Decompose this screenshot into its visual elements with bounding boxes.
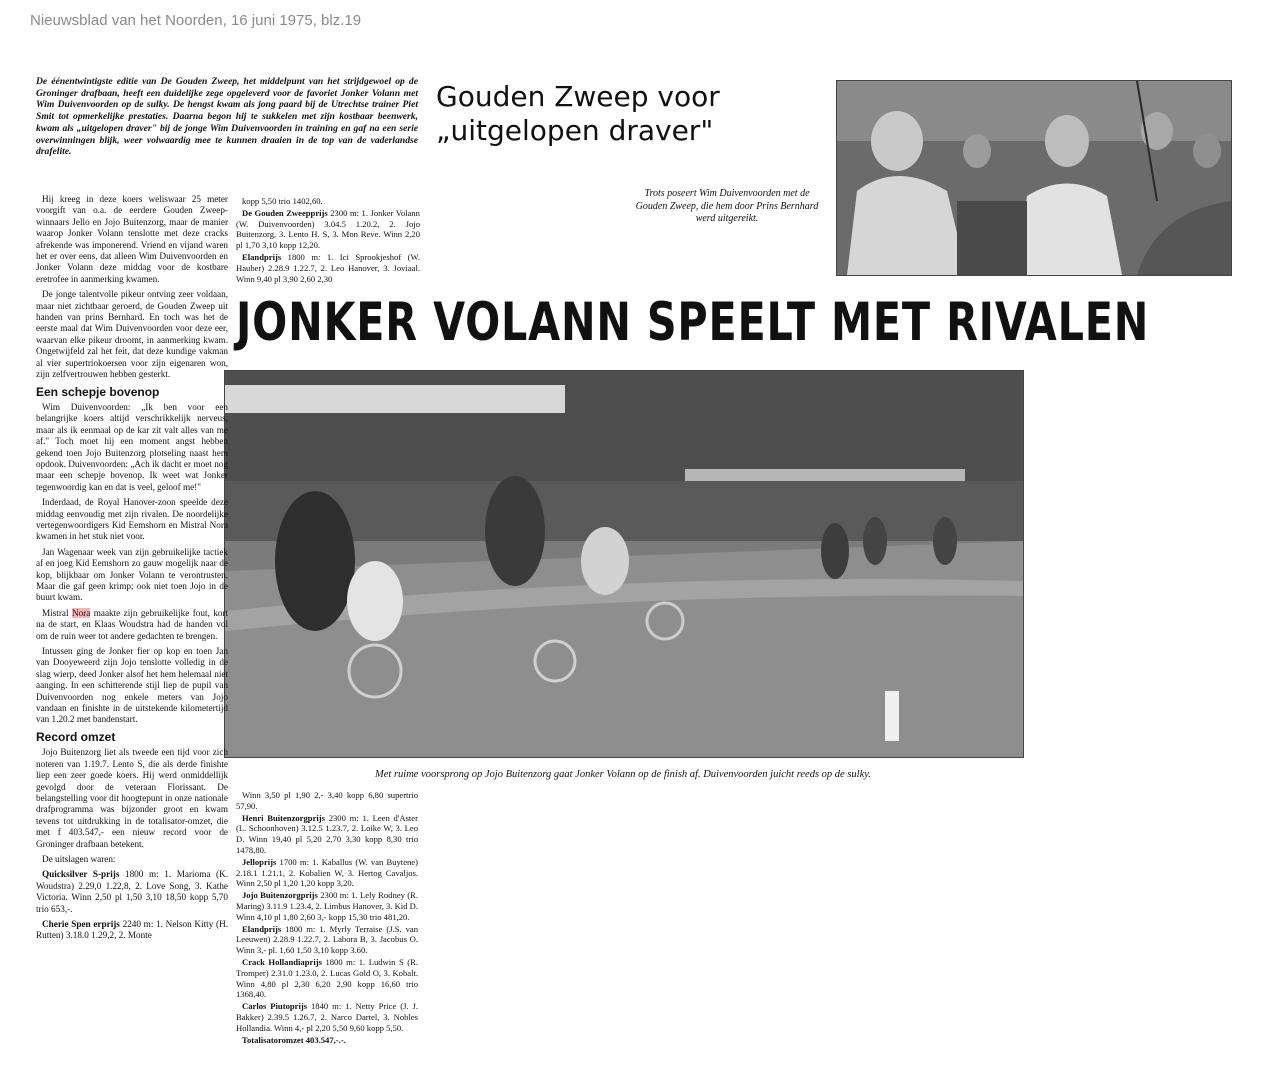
subtitle-line-2: „uitgelopen draver" — [436, 114, 714, 147]
result-entry — [36, 919, 228, 942]
result-entry — [236, 890, 418, 922]
result-entry — [236, 1001, 418, 1033]
intro-paragraph: De éénentwintigste editie van De Gouden Zweep, het middelpunt van het strijdgewoel op de Groninger drafbaan, heeft een duidelijke zege opgeleverd voor de favoriet Jonker Volann met Wim Duivenvoorden op de sulky. De hengst kwam als jong paard bij de Utrechtse trainer Piet Smit tot opmerkelijke prestaties. Daarna begon hij te sukkelen met zijn kostbaar beenwerk, kwam als „uitgelopen draver" bij de jonge Wim Duivenvoorden in training en gaf na een serie overwinningen blijk, weer volwaardig mee te kunnen draaien in de top van de vaderlandse drafelite. — [36, 76, 418, 158]
results-column-2 — [236, 790, 418, 1046]
result-entry — [236, 208, 420, 251]
photo1-caption: Trots poseert Wim Duivenvoorden met de Gouden Zweep, die hem door Prins Bernhard werd uitgereikt. — [635, 188, 819, 224]
results-column-1 — [236, 196, 420, 285]
race-name: Carlos Piutoprijs — [242, 1001, 308, 1012]
highlighted-word: Nora — [71, 607, 91, 618]
body-paragraph: Intussen ging de Jonker fier op kop en toen Jan van Dooyeweerd zijn Jojo tenslotte volledig in de slag wierp, deed Jonker alsof het hem helemaal niet aanging. In een schitterende stijl liep de pupil van Duivenvoorden nog enkele meters van Jojo vandaan en finishte in de uitstekende kilometertijd van 1.20.2 met bandenstart. — [36, 646, 228, 725]
result-entry — [236, 252, 420, 284]
race-result: 1840 m: 1. Netty Price (J. J. Bakker) 2.39.5 1.26.7, 2. Narco Dartel, 3. Nobles Hollandia. Winn 4,- pl 2,20 5,50 9,60 kopp 5,50. — [236, 1001, 418, 1033]
body-paragraph: Jan Wagenaar week van zijn gebruikelijke tactiek af en joeg Kid Eemshorn zo gauw mogelijk naar de kop, blijkbaar om Jonker Volann te verontrusten. Maar die gaf geen krimp; ook niet toen Jojo in de buurt kwam. — [36, 546, 228, 603]
race-name: Henri Buitenzorgprijs — [242, 812, 325, 823]
result-entry — [36, 869, 228, 915]
race-result: 1800 m: 1. Ici Sprookjeshof (W. Hauber) 2.28.9 1.22.7, 2. Leo Hanover, 3. Joviaal. Winn 9,40 pl 3,90 2,60 2,30 — [236, 251, 420, 284]
photo-trophy-ceremony — [836, 80, 1232, 276]
source-line: Nieuwsblad van het Noorden, 16 juni 1975, blz.19 — [30, 12, 362, 29]
body-paragraph — [36, 608, 228, 642]
race-name: De Gouden Zweepprijs — [242, 207, 328, 218]
race-result: 1800 m: 1. Marioma (K. Woudstra) 2.29,0 1.22,8, 2. Love Song, 3. Kathe Victoria. Winn 2,50 pl 1,50 3,10 18,50 kopp 5,70 trio 653,-. — [36, 869, 228, 914]
race-result: 2300 m: 1. Jonker Volann (W. Duivenvoorden) 3.04.5 1.20.2, 2. Jojo Buitenzorg, 3. Lento H. S, 3. Mon Reve. Winn 2,20 pl 1,70 3,10 kopp 12,20. — [236, 207, 420, 251]
headline: JONKER VOLANN SPEELT MET RIVALEN — [236, 292, 1150, 353]
race-name: Elandprijs — [242, 923, 282, 934]
body-paragraph: Inderdaad, de Royal Hanover-zoon speelde deze middag eenvoudig met zijn rivalen. De noordelijke vertegenwoordigers Kid Eemshorn en Mistral Nora kwamen in het stuk niet voor. — [36, 497, 228, 542]
result-entry — [236, 857, 418, 889]
race-result: 2300 m: 1. Lely Rodney (R. Maring) 3.11.9 1.23.4, 2. Limbus Hanover, 3. Kid D. Winn 4,10 pl 1,80 2,60 3,- kopp 15,30 trio 481,20. — [236, 890, 418, 922]
body-paragraph: De uitslagen waren: — [42, 853, 116, 864]
body-paragraph: Wim Duivenvoorden: „Ik ben voor een belangrijke koers altijd verschrikkelijk nerveus, maar als ik eenmaal op de kar zit valt alles van me af." Toch moet hij een moment angst hebben gekend toen Jojo Buitenzorg plotseling naast hem opdook. Duivenvoorden: „Ach ik dacht er moet nog maar een schepje bovenop. Ik weet wat Jonker tegenwoordig kan en dat is veel, geloof me!" — [36, 401, 228, 492]
race-result: 1800 m: 1. Myrly Terraise (J.S. van Leeuwen) 2.28.9 1.22.7, 2. Labora B, 3. Jacobus O. Winn 3,- pl. 1,60 1,50 3,10 kopp 3.60. — [236, 923, 418, 956]
race-name: Quicksilver S-prijs — [42, 869, 120, 880]
result-entry — [236, 813, 418, 856]
article-body-left — [36, 194, 228, 946]
photo-trophy-ceremony-image — [837, 81, 1231, 275]
body-paragraph: Jojo Buitenzorg liet als tweede een tijd voor zich noteren van 1.19.7. Lento S, die als derde finishte liep een zeer goede koers. Hij werd onmiddellijk gevolgd door de veteraan Florissant. De belangstelling voor dit hoogtepunt in onze nationale drafprogramma was bijzonder groot en kwam tevens tot uitdrukking in de totalisator-omzet, die met f 403.547,- een nieuw record voor de Groninger drafbaan betekent. — [36, 747, 228, 849]
race-result: 1800 m: 1. Ludwin S (R. Tromper) 2.31.0 1.23.0, 2. Lucas Gold O, 3. Kobalt. Winn 4,80 pl 2,30 6,20 2,90 kopp 16,60 trio 1368,40. — [236, 956, 418, 1000]
photo-race-finish-image — [225, 371, 1023, 757]
race-result: 2240 m: 1. Nelson Kitty (H. Rutten) 3.18.0 1.29,2, 2. Monte — [36, 918, 229, 941]
text-segment: Mistral — [42, 607, 72, 618]
race-result: 2300 m: 1. Leen d'Aster (L. Schoonhoven) 3.12.5 1.23.7, 2. Loike W, 3. Leo D. Winn 19,40 pl 5,20 2,70 3,30 kopp 8,30 trio 1478,80. — [236, 812, 418, 855]
photo-race-finish — [224, 370, 1024, 758]
race-name: Elandprijs — [242, 251, 282, 262]
subheading-record-omzet: Record omzet — [36, 729, 116, 744]
result-entry: kopp 5,50 trio 1402,60. — [242, 196, 323, 206]
race-name: Cherie Spen erprijs — [42, 918, 120, 929]
subheading-een-schepje: Een schepje bovenop — [36, 384, 160, 399]
race-result: 1700 m: 1. Kaballus (W. van Buytene) 2.18.1 1.21.1, 2. Kobalien W, 3. Hertog Cavaljos. Winn 2,50 pl 1,20 1,20 kopp 3,20. — [236, 856, 418, 889]
total-turnover: Totalisatoromzet 403.547,-.-. — [242, 1034, 346, 1045]
result-entry — [236, 924, 418, 956]
body-paragraph: De jonge talentvolle pikeur ontving zeer voldaan, maar niet zichtbaar geroerd, de Gouden Zweep uit handen van prins Bernhard. En toch was het de eerste maal dat Wim Duivenvoorden voor deze eer, waarvan elke pikeur droomt, in aanmerking kwam. Ongetwijfeld zal het feit, dat deze kundige vakman al vier supertriokoersen voor zijn eigenaren won, zijn zelfvertrouwen hebben gesterkt. — [36, 289, 228, 380]
result-entry — [236, 957, 418, 1000]
result-entry: Winn 3,50 pl 1,90 2,- 3,40 kopp 6,80 supertrio 57,90. — [236, 790, 418, 811]
race-name: Jelloprijs — [242, 856, 277, 867]
subtitle-line-1: Gouden Zweep voor — [436, 80, 720, 113]
article-subtitle — [436, 80, 796, 148]
body-paragraph: Hij kreeg in deze koers weliswaar 25 meter voorgift van o.a. de eerdere Gouden Zweep-winnaars Jello en Jojo Buitenzorg, maar de manier waarop Jonker Volann tenslotte met deze cracks afrekende was imponerend. Vriend en vijand waren het er over eens, dat alleen Wim Duivenvoorden en Jonker Volann deze middag voor de kostbare eretrofee in aanmerking kwamen. — [36, 194, 228, 284]
photo2-caption: Met ruime voorsprong op Jojo Buitenzorg gaat Jonker Volann op de finish af. Duivenvoorden juicht reeds op de sulky. — [375, 769, 871, 780]
race-name: Jojo Buitenzorgprijs — [242, 890, 318, 901]
race-name: Crack Hollandiaprijs — [242, 956, 322, 967]
text-segment: maakte zijn gebruikelijke fout, kort na de start, en Klaas Woudstra had de handen vol om de ruin weer tot andere gedachten te brengen. — [36, 607, 229, 641]
